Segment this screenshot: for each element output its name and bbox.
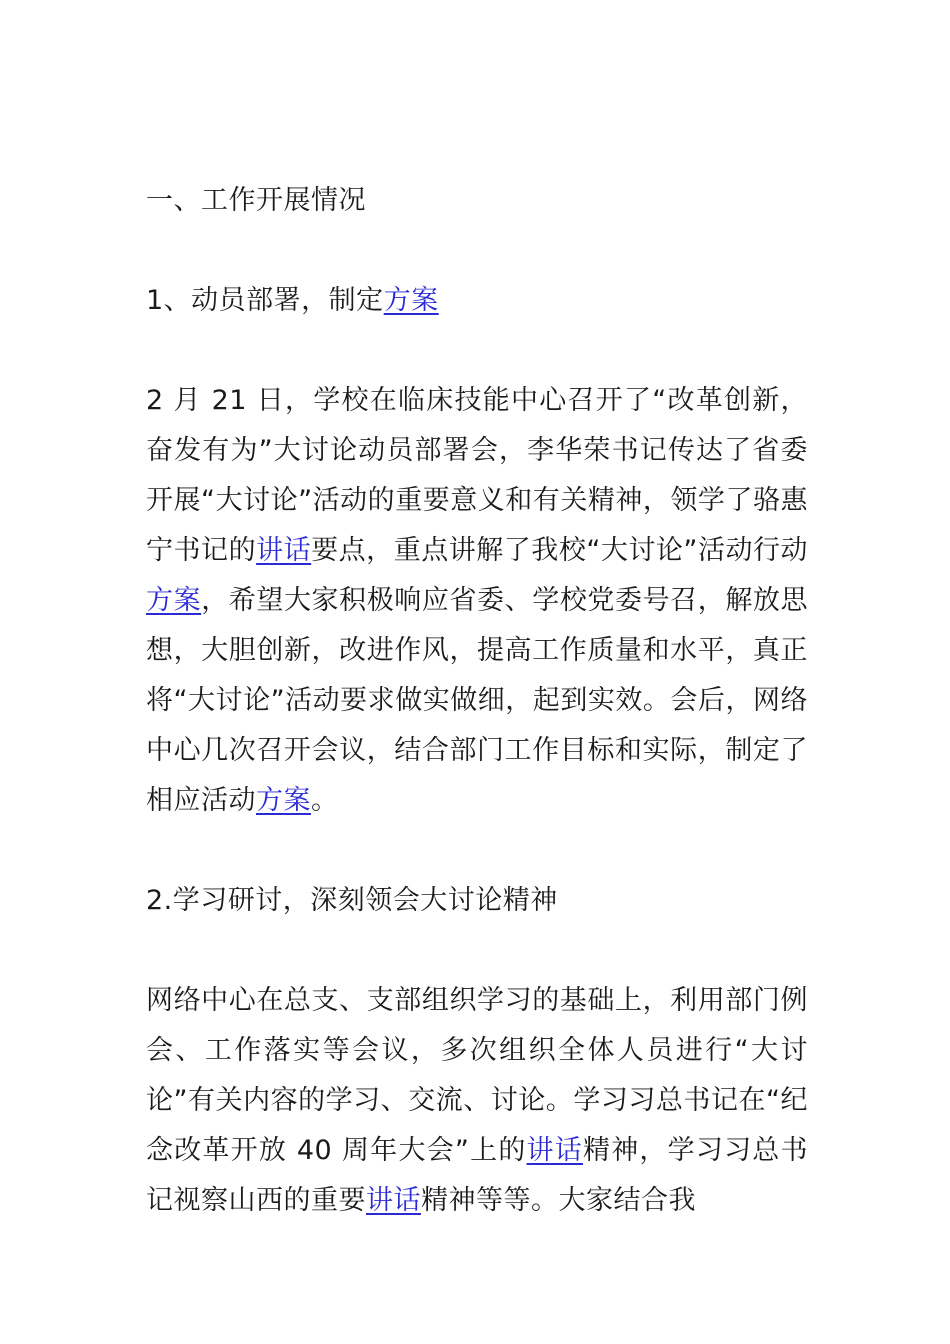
item1-heading	[146, 276, 808, 326]
para2-speech-link-2[interactable]: 讲话	[366, 1185, 421, 1216]
section-heading	[146, 176, 808, 226]
para1-text-2: 要点，重点讲解了我校“大讨论”活动行动	[311, 535, 809, 566]
para1-text-3: ，希望大家积极响应省委、学校党委号召，解放思想，大胆创新，改进作风，提高工作质量和水平，真正将“大讨论”活动要求做实做细，起到实效。会后，网络中心几次召开会议，结合部门工作目标和实际，制定了相应活动	[146, 585, 809, 816]
para1-text-4: 。	[311, 785, 339, 816]
para1-plan-link-1[interactable]: 方案	[146, 585, 202, 616]
paragraph-mobilization	[146, 376, 808, 826]
para2-text-1: 网络中心在总支、支部组织学习的基础上，利用部门例会、工作落实等会议，多次组织全体人员进行“大讨论”有关内容的学习、交流、讨论。学习习总书记在“纪念改革开放 40 周年大会”上的	[146, 985, 808, 1166]
item2-heading	[146, 876, 808, 926]
para2-text-2: 精神，学习习总书记视察山西的重要	[146, 1135, 809, 1216]
document-page	[146, 176, 808, 1276]
item1-title-text: 1、动员部署，制定	[146, 285, 384, 316]
para1-text-1: 2 月 21 日，学校在临床技能中心召开了“改革创新，奋发有为”大讨论动员部署会，李华荣书记传达了省委开展“大讨论”活动的重要意义和有关精神，领学了骆惠宁书记的	[146, 385, 808, 566]
section-title: 一、工作开展情况	[146, 185, 366, 216]
item1-plan-link[interactable]: 方案	[383, 285, 439, 316]
item2-title: 2.学习研讨，深刻领会大讨论精神	[146, 885, 558, 916]
para1-speech-link[interactable]: 讲话	[256, 535, 312, 566]
paragraph-study	[146, 976, 808, 1226]
para2-text-3: 精神等等。大家结合我	[421, 1185, 696, 1216]
para1-plan-link-2[interactable]: 方案	[256, 785, 311, 816]
para2-speech-link-1[interactable]: 讲话	[526, 1135, 583, 1166]
